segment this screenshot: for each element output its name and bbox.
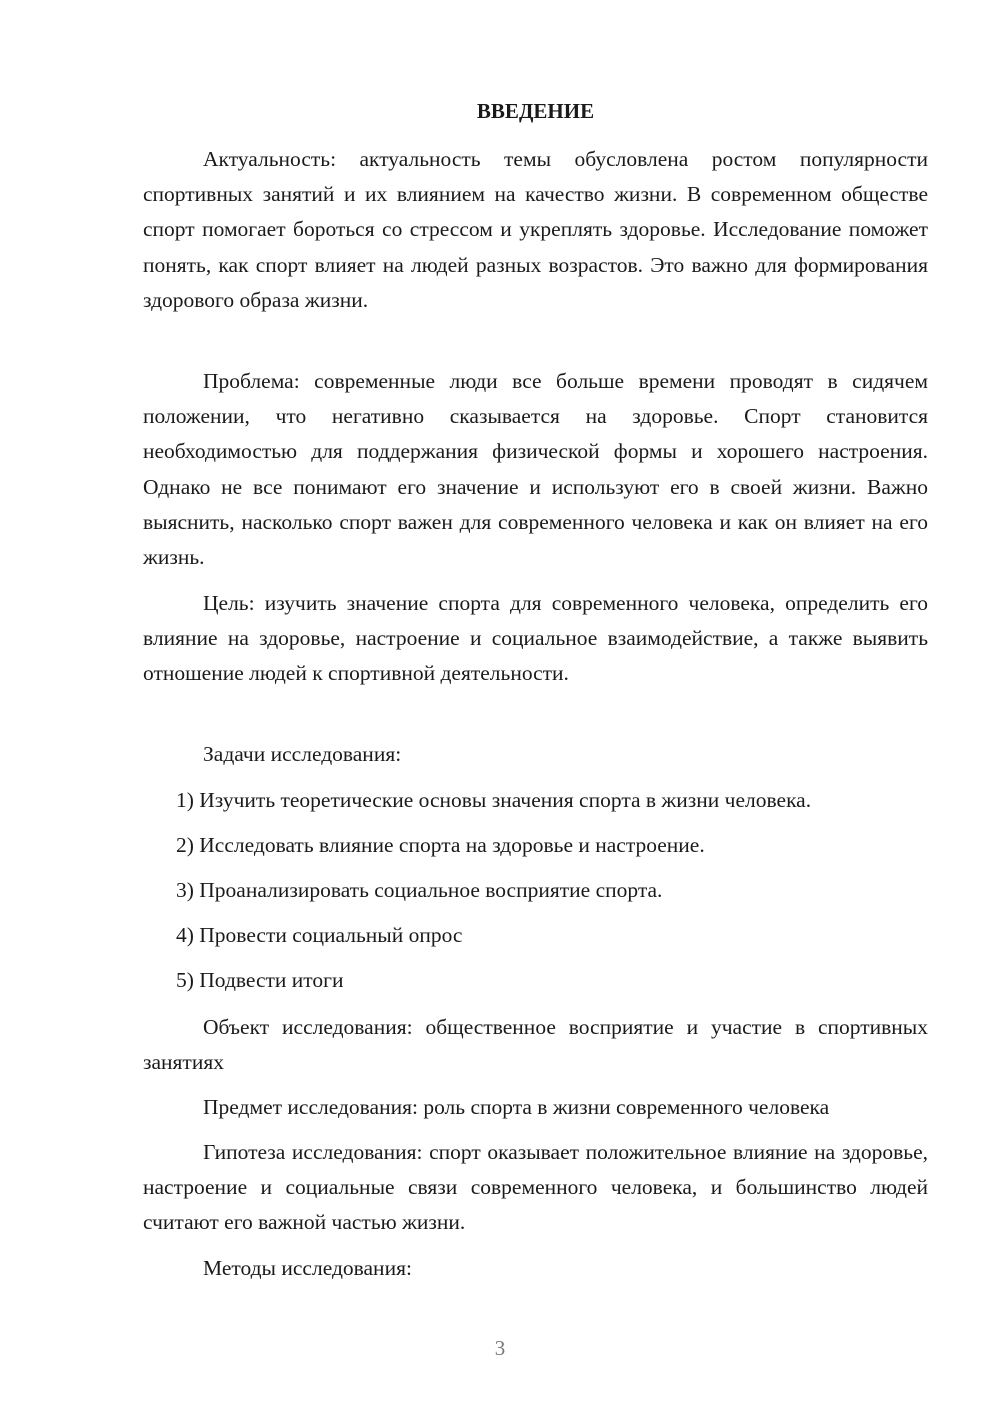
task-item-4: 4) Провести социальный опрос xyxy=(176,923,463,947)
task-item-5: 5) Подвести итоги xyxy=(176,968,344,992)
tasks-title: Задачи исследования: xyxy=(203,742,402,766)
paragraph-hypothesis: Гипотеза исследования: спорт оказывает положительное влияние на здоровье, настроение и социальные связи современного человека, и большинство людей считают его важной частью жизни. xyxy=(143,1140,928,1235)
paragraph-relevance: Актуальность: актуальность темы обусловлена ростом популярности спортивных занятий и их влиянием на качество жизни. В современном обществе спорт помогает бороться со стрессом и укреплять здоровье. Исследование поможет понять, как спорт влияет на людей разных возрастов. Это важно для формирования здорового образа жизни. xyxy=(143,147,928,312)
paragraph-problem: Проблема: современные люди все больше времени проводят в сидячем положении, что негативно сказывается на здоровье. Спорт становится необходимостью для поддержания физической формы и хорошего настроения. Однако не все понимают его значение и используют его в своей жизни. Важно выяснить, насколько спорт важен для современного человека и как он влияет на его жизнь. xyxy=(143,369,928,570)
task-item-2: 2) Исследовать влияние спорта на здоровье и настроение. xyxy=(176,833,705,857)
paragraph-subject: Предмет исследования: роль спорта в жизни современного человека xyxy=(203,1095,830,1119)
section-heading: ВВЕДЕНИЕ xyxy=(476,99,595,123)
paragraph-goal: Цель: изучить значение спорта для современного человека, определить его влияние на здоровье, настроение и социальное взаимодействие, а также выявить отношение людей к спортивной деятельности. xyxy=(143,591,928,686)
paragraph-object: Объект исследования: общественное восприятие и участие в спортивных занятиях xyxy=(143,1015,928,1075)
methods-title: Методы исследования: xyxy=(203,1256,412,1280)
page-number: 3 xyxy=(494,1336,506,1360)
task-item-3: 3) Проанализировать социальное восприятие спорта. xyxy=(176,878,663,902)
task-item-1: 1) Изучить теоретические основы значения спорта в жизни человека. xyxy=(176,788,812,812)
